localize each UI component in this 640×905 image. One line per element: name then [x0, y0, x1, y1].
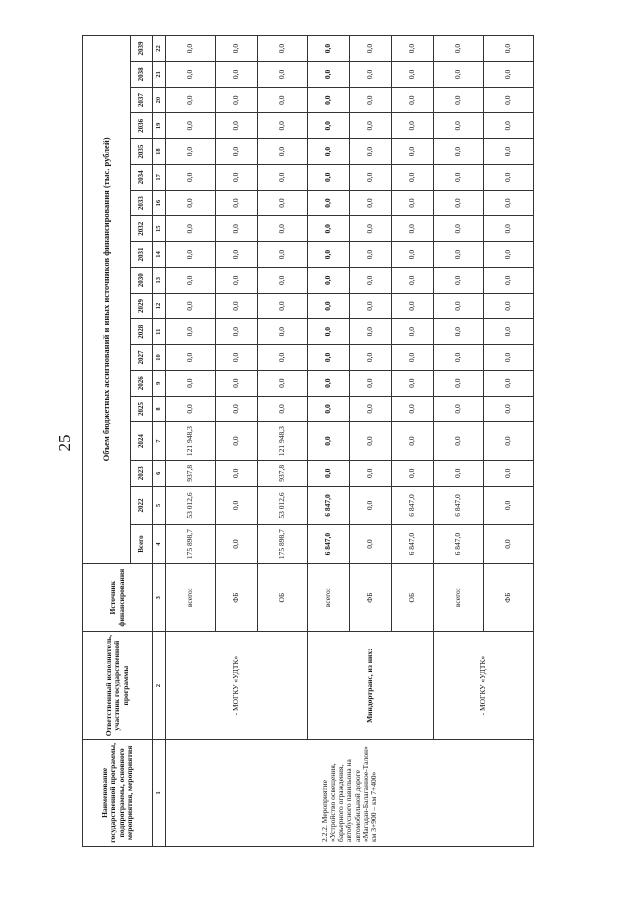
value-zero: 0,0: [434, 113, 484, 139]
column-number: 11: [153, 319, 166, 345]
value-zero: 0,0: [166, 113, 216, 139]
value-zero: 0,0: [484, 242, 534, 268]
value-zero: 0,0: [258, 216, 308, 242]
header-year: 2029: [131, 293, 153, 319]
value-total: 6 847,0: [434, 525, 484, 564]
column-number: 4: [153, 525, 166, 564]
header-year: 2028: [131, 319, 153, 345]
header-year: 2037: [131, 87, 153, 113]
value-zero: 0,0: [166, 190, 216, 216]
value-zero: 0,0: [350, 62, 392, 88]
value-zero: 0,0: [350, 139, 392, 165]
value-zero: 0,0: [484, 345, 534, 371]
value-zero: 0,0: [216, 36, 258, 62]
value-2022: 6 847,0: [434, 486, 484, 525]
value-2024: 0,0: [434, 422, 484, 461]
value-zero: 0,0: [392, 216, 434, 242]
value-zero: 0,0: [350, 267, 392, 293]
value-zero: 0,0: [392, 345, 434, 371]
value-zero: 0,0: [216, 267, 258, 293]
table-row: [308, 36, 350, 847]
header-year: 2035: [131, 139, 153, 165]
header-year: 2036: [131, 113, 153, 139]
source-cell: всего:: [166, 563, 216, 632]
value-2022: 0,0: [216, 486, 258, 525]
column-number: 19: [153, 113, 166, 139]
header-year: 2022: [131, 486, 153, 525]
value-zero: 0,0: [392, 319, 434, 345]
header-year: 2030: [131, 267, 153, 293]
value-zero: 0,0: [258, 370, 308, 396]
value-zero: 0,0: [484, 370, 534, 396]
table-row: [166, 36, 216, 847]
value-zero: 0,0: [258, 293, 308, 319]
value-zero: 0,0: [216, 113, 258, 139]
value-zero: 0,0: [216, 242, 258, 268]
value-zero: 0,0: [308, 216, 350, 242]
value-zero: 0,0: [350, 319, 392, 345]
value-zero: 0,0: [308, 36, 350, 62]
value-zero: 0,0: [434, 62, 484, 88]
value-total: 6 847,0: [392, 525, 434, 564]
value-zero: 0,0: [392, 113, 434, 139]
source-cell: ФБ: [484, 563, 534, 632]
column-number: 5: [153, 486, 166, 525]
value-2024: 0,0: [392, 422, 434, 461]
value-2022: 0,0: [484, 486, 534, 525]
value-zero: 0,0: [308, 293, 350, 319]
column-number: 1: [153, 739, 166, 846]
column-number: 7: [153, 422, 166, 461]
value-total: 175 898,7: [166, 525, 216, 564]
activity-cell: 2.2.2. Мероприятие «Устройство освещения, барьерного ограждения, автобусного павильона на автомобильной дороге «Магадан-Балаганное-Талон» км 3+900 – км 7+400»: [166, 739, 534, 846]
value-zero: 0,0: [350, 36, 392, 62]
rotated-table-stage: [82, 35, 532, 847]
value-zero: 0,0: [216, 164, 258, 190]
column-number: 20: [153, 87, 166, 113]
value-zero: 0,0: [258, 87, 308, 113]
value-zero: 0,0: [392, 242, 434, 268]
source-cell: всего:: [308, 563, 350, 632]
value-2023: 937,8: [166, 460, 216, 486]
value-zero: 0,0: [308, 62, 350, 88]
header-year: 2033: [131, 190, 153, 216]
value-zero: 0,0: [216, 87, 258, 113]
column-number: 13: [153, 267, 166, 293]
header-year: 2039: [131, 36, 153, 62]
value-zero: 0,0: [350, 345, 392, 371]
page-number: 25: [55, 434, 74, 452]
value-zero: 0,0: [166, 293, 216, 319]
value-zero: 0,0: [484, 267, 534, 293]
value-zero: 0,0: [166, 36, 216, 62]
value-zero: 0,0: [166, 62, 216, 88]
value-zero: 0,0: [350, 190, 392, 216]
value-zero: 0,0: [392, 396, 434, 422]
rotated-table-container: [82, 35, 532, 847]
column-number: 18: [153, 139, 166, 165]
value-zero: 0,0: [392, 87, 434, 113]
value-zero: 0,0: [350, 216, 392, 242]
value-zero: 0,0: [258, 139, 308, 165]
value-zero: 0,0: [216, 139, 258, 165]
value-zero: 0,0: [434, 216, 484, 242]
financing-table: [82, 35, 534, 847]
value-zero: 0,0: [258, 113, 308, 139]
value-zero: 0,0: [308, 370, 350, 396]
value-zero: 0,0: [308, 267, 350, 293]
value-zero: 0,0: [258, 345, 308, 371]
source-cell: всего:: [434, 563, 484, 632]
header-year: 2027: [131, 345, 153, 371]
value-2022: 53 012,6: [166, 486, 216, 525]
value-zero: 0,0: [434, 319, 484, 345]
value-zero: 0,0: [434, 396, 484, 422]
value-zero: 0,0: [258, 190, 308, 216]
value-zero: 0,0: [434, 370, 484, 396]
value-2023: 0,0: [350, 460, 392, 486]
value-zero: 0,0: [308, 319, 350, 345]
header-year: 2031: [131, 242, 153, 268]
column-number: 10: [153, 345, 166, 371]
value-zero: 0,0: [484, 113, 534, 139]
column-number: 21: [153, 62, 166, 88]
value-zero: 0,0: [350, 87, 392, 113]
value-zero: 0,0: [166, 242, 216, 268]
value-zero: 0,0: [166, 370, 216, 396]
column-number: 14: [153, 242, 166, 268]
value-zero: 0,0: [308, 164, 350, 190]
value-zero: 0,0: [166, 319, 216, 345]
value-2022: 6 847,0: [308, 486, 350, 525]
value-zero: 0,0: [350, 293, 392, 319]
value-zero: 0,0: [308, 345, 350, 371]
value-total: 175 898,7: [258, 525, 308, 564]
executor-cell: Миндортранс, из них:: [308, 632, 434, 739]
value-zero: 0,0: [392, 293, 434, 319]
value-zero: 0,0: [434, 293, 484, 319]
value-total: 6 847,0: [308, 525, 350, 564]
header-executor: Ответственный исполнитель, участник государственной программы: [83, 632, 153, 739]
value-zero: 0,0: [258, 164, 308, 190]
value-zero: 0,0: [308, 87, 350, 113]
value-zero: 0,0: [216, 216, 258, 242]
value-2024: 0,0: [216, 422, 258, 461]
value-zero: 0,0: [484, 139, 534, 165]
value-2023: 0,0: [392, 460, 434, 486]
value-zero: 0,0: [166, 87, 216, 113]
value-zero: 0,0: [434, 242, 484, 268]
source-cell: ОБ: [258, 563, 308, 632]
value-zero: 0,0: [484, 164, 534, 190]
header-year: 2025: [131, 396, 153, 422]
value-zero: 0,0: [484, 216, 534, 242]
value-zero: 0,0: [350, 396, 392, 422]
value-zero: 0,0: [166, 345, 216, 371]
value-zero: 0,0: [216, 345, 258, 371]
value-zero: 0,0: [484, 87, 534, 113]
value-zero: 0,0: [434, 139, 484, 165]
value-total: 0,0: [350, 525, 392, 564]
header-total: Всего: [131, 525, 153, 564]
header-year: 2024: [131, 422, 153, 461]
header-year: 2023: [131, 460, 153, 486]
column-number: 2: [153, 632, 166, 739]
source-cell: ФБ: [216, 563, 258, 632]
value-zero: 0,0: [434, 36, 484, 62]
value-zero: 0,0: [434, 190, 484, 216]
value-zero: 0,0: [216, 293, 258, 319]
value-zero: 0,0: [484, 396, 534, 422]
value-zero: 0,0: [350, 242, 392, 268]
column-number-row: [153, 36, 166, 847]
value-zero: 0,0: [308, 190, 350, 216]
value-2024: 0,0: [350, 422, 392, 461]
value-zero: 0,0: [392, 139, 434, 165]
value-zero: 0,0: [216, 62, 258, 88]
header-year: 2026: [131, 370, 153, 396]
column-number: 17: [153, 164, 166, 190]
value-2023: 937,8: [258, 460, 308, 486]
value-zero: 0,0: [484, 62, 534, 88]
value-zero: 0,0: [258, 242, 308, 268]
value-zero: 0,0: [216, 396, 258, 422]
header-name: Наименование государственной программы, подпрограммы, основного мероприятия, мероприятия: [83, 739, 153, 846]
value-2023: 0,0: [216, 460, 258, 486]
table-row: [434, 36, 484, 847]
value-zero: 0,0: [434, 345, 484, 371]
value-total: 0,0: [484, 525, 534, 564]
value-zero: 0,0: [434, 87, 484, 113]
header-year: 2034: [131, 164, 153, 190]
value-zero: 0,0: [166, 139, 216, 165]
value-zero: 0,0: [216, 319, 258, 345]
value-zero: 0,0: [434, 267, 484, 293]
value-2022: 53 012,6: [258, 486, 308, 525]
source-cell: ОБ: [392, 563, 434, 632]
column-number: 12: [153, 293, 166, 319]
value-zero: 0,0: [392, 267, 434, 293]
column-number: 15: [153, 216, 166, 242]
header-funding: Объем бюджетных ассигнований и иных источников финансирования (тыс. рублей): [83, 36, 131, 564]
table-body: [166, 36, 534, 847]
value-zero: 0,0: [484, 190, 534, 216]
value-zero: 0,0: [350, 370, 392, 396]
value-2024: 121 948,3: [258, 422, 308, 461]
column-number: 3: [153, 563, 166, 632]
column-number: 9: [153, 370, 166, 396]
column-number: 16: [153, 190, 166, 216]
value-zero: 0,0: [434, 164, 484, 190]
value-2023: 0,0: [308, 460, 350, 486]
value-zero: 0,0: [166, 396, 216, 422]
value-zero: 0,0: [392, 190, 434, 216]
value-zero: 0,0: [392, 370, 434, 396]
value-zero: 0,0: [392, 62, 434, 88]
value-zero: 0,0: [258, 396, 308, 422]
value-zero: 0,0: [392, 164, 434, 190]
value-zero: 0,0: [216, 190, 258, 216]
value-zero: 0,0: [166, 216, 216, 242]
header-year: 2038: [131, 62, 153, 88]
value-zero: 0,0: [166, 267, 216, 293]
value-zero: 0,0: [308, 396, 350, 422]
value-zero: 0,0: [484, 293, 534, 319]
value-zero: 0,0: [308, 113, 350, 139]
value-zero: 0,0: [484, 36, 534, 62]
value-zero: 0,0: [308, 139, 350, 165]
column-number: 8: [153, 396, 166, 422]
executor-cell: - МОГКУ «УДТК»: [434, 632, 534, 739]
value-total: 0,0: [216, 525, 258, 564]
value-2023: 0,0: [484, 460, 534, 486]
value-zero: 0,0: [350, 113, 392, 139]
value-zero: 0,0: [350, 164, 392, 190]
value-2024: 0,0: [484, 422, 534, 461]
value-zero: 0,0: [216, 370, 258, 396]
value-2024: 0,0: [308, 422, 350, 461]
column-number: 22: [153, 36, 166, 62]
value-2022: 6 847,0: [392, 486, 434, 525]
value-zero: 0,0: [258, 319, 308, 345]
column-number: 6: [153, 460, 166, 486]
value-zero: 0,0: [308, 242, 350, 268]
value-2024: 121 948,3: [166, 422, 216, 461]
value-zero: 0,0: [258, 36, 308, 62]
header-year: 2032: [131, 216, 153, 242]
source-cell: ФБ: [350, 563, 392, 632]
value-zero: 0,0: [166, 164, 216, 190]
value-zero: 0,0: [484, 319, 534, 345]
value-2023: 0,0: [434, 460, 484, 486]
header-source: Источник финансирования: [83, 563, 153, 632]
value-zero: 0,0: [258, 62, 308, 88]
executor-cell: - МОГКУ «УДТК»: [166, 632, 308, 739]
value-2022: 0,0: [350, 486, 392, 525]
value-zero: 0,0: [258, 267, 308, 293]
value-zero: 0,0: [392, 36, 434, 62]
